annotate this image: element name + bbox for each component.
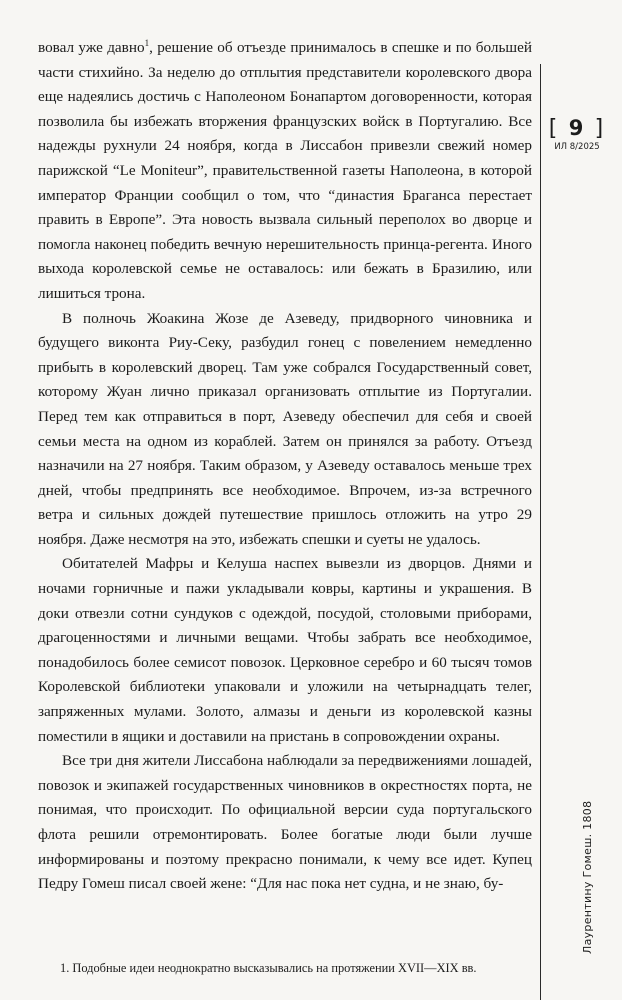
page-number-value: 9	[568, 116, 586, 140]
footnote: 1. Подобные идеи неоднократно высказывались на протяжении XVII—XIX вв.	[60, 961, 477, 975]
running-head: Лаурентину Гомеш. 1808	[581, 800, 594, 954]
paragraph-1-start: вовал уже давно	[38, 39, 145, 56]
bracket-left: [	[548, 116, 560, 141]
paragraph-4: Все три дня жители Лиссабона наблюдали за передвижениями лошадей, повозок и экипажей государственных чиновников в окрестностях порта, не понимая, что происходит. По официальной версии суда португальского флота решили отремонтировать. Более богатые люди были лучше информированы и поэтому прекрасно понимали, к чему все идет. Купец Педру Гомеш писал своей жене: “Для нас пока нет судна, и не знаю, бу-	[38, 752, 532, 893]
paragraph-1-rest: , решение об отъезде принималось в спешке и по большей части стихийно. За неделю до отплытия представители королевского двора еще надеялись достичь с Наполеоном Бонапартом договоренности, которая позволила бы избежать вторжения французских войск в Португалию. Все надежды рухнули 24 ноября, когда в Лиссабон привезли свежий номер парижской “Le Moniteur”, правительственной газеты Наполеона, в которой император Франции сообщил о том, что “династия Браганса перестает править в Европе”. Эта новость вызвала сильный переполох во дворце и помогла наконец победить вечную нерешительность принца-регента. Иного выхода королевской семье не оставалось: или бежать в Бразилию, или лишиться трона.	[38, 39, 532, 302]
bracket-right: ]	[594, 116, 606, 141]
page-number	[547, 116, 607, 141]
paragraph-3: Обитателей Мафры и Келуша наспех вывезли из дворцов. Днями и ночами горничные и пажи укладывали ковры, картины и украшения. В доки отвезли сотни сундуков с одеждой, посудой, столовыми приборами, драгоценностями и личными вещами. Чтобы забрать все необходимое, понадобилось более семисот повозок. Церковное серебро и 60 тысяч томов Королевской библиотеки упаковали и уложили на четырнадцать телег, запряженных мулами. Золото, алмазы и деньги из королевской казны поместили в ящики и доставили на пристань в сопровождении охраны.	[38, 555, 532, 745]
paragraph-1	[38, 36, 532, 307]
issue-label: ИЛ 8/2025	[554, 142, 600, 152]
margin-rule	[540, 64, 541, 1000]
body-text	[38, 36, 532, 897]
footnote-reference[interactable]: 1	[144, 37, 150, 48]
paragraph-2: В полночь Жоакина Жозе де Азеведу, придворного чиновника и будущего виконта Риу-Секу, разбудил гонец с повелением немедленно прибыть в королевский дворец. Там уже собрался Государственный совет, которому Жуан лично приказал организовать отплытие из Португалии. Перед тем как отправиться в порт, Азеведу обеспечил для себя и своей семьи места на одном из кораблей. Затем он принялся за работу. Отъезд назначили на 27 ноября. Таким образом, у Азеведу оставалось меньше трех дней, чтобы предпринять все необходимое. Впрочем, из-за встречного ветра и сильных дождей путешествие пришлось отложить на утро 29 ноября. Даже несмотря на это, избежать спешки и суеты не удалось.	[38, 309, 532, 548]
